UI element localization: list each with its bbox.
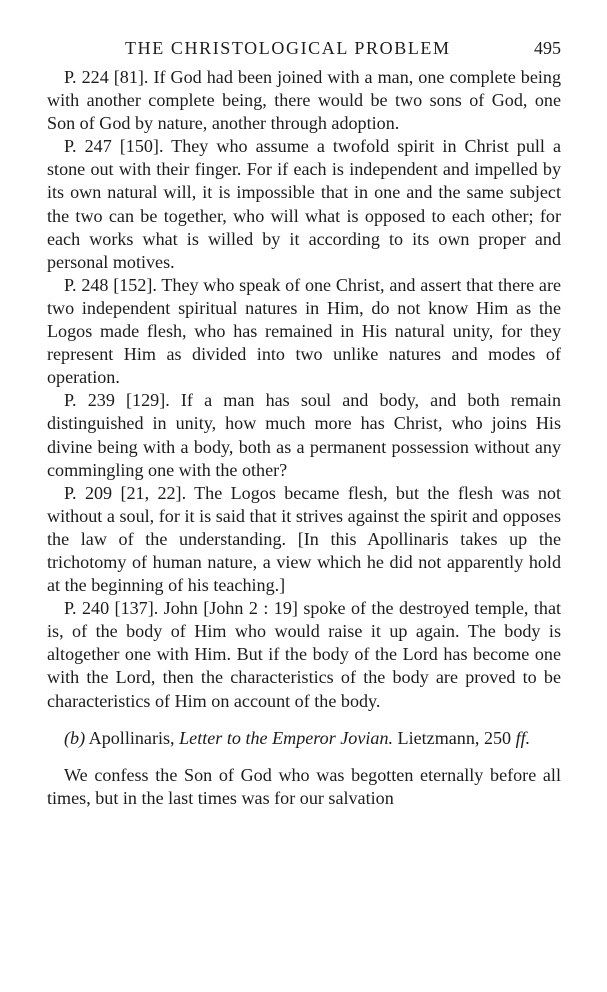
source-author: Apollinaris, [85,727,180,748]
fragment-reference: P. 239 [129]. [64,390,170,411]
source-ff: ff. [515,727,531,748]
source-citation [47,727,561,750]
fragment-paragraph [47,66,561,135]
page [47,36,561,810]
source-edition: Lietzmann, 250 [393,727,516,748]
fragment-paragraph [47,597,561,712]
running-title: THE CHRISTOLOGICAL PROBLEM [125,38,451,58]
fragment-reference: P. 248 [152]. [64,274,157,295]
fragment-reference: P. 240 [137]. [64,598,159,619]
fragment-text: They who assume a twofold spirit in Christ pull a stone out with their finger. For if each is independent and impelled by its own natural will, it is impossible that in one and the same subject the two can be together, who will what is opposed to each other; for each works what is willed by it according to its own proper and personal motives. [47,136,561,272]
source-work-title: Letter to the Emperor Jovian. [179,727,394,748]
fragment-text: If a man has soul and body, and both remain distinguished in unity, how much more has Christ, who joins His divine being with a body, both as a permanent possession without any commingling one with the other? [47,390,562,480]
fragment-reference: P. 209 [21, 22]. [64,482,187,503]
opening-paragraph: We confess the Son of God who was begotten eternally before all times, but in the last times was for our salvation [47,764,561,808]
fragment-paragraph [47,389,561,481]
source-label: (b) [64,727,86,748]
fragment-text: John [John 2 : 19] spoke of the destroyed temple, that is, of the body of Him who would raise it up again. The body is altogether one with Him. But if the body of the Lord has become one with the Lord, then the characteristics of the body are proved to be characteristics of Him on account of the body. [47,598,562,711]
page-number: 495 [534,38,561,58]
fragment-paragraph [47,135,561,274]
fragment-paragraph [47,482,561,597]
running-head [47,36,561,66]
body-text [47,66,561,810]
fragment-text: The Logos became flesh, but the flesh was not without a soul, for it is said that it strives against the spirit and opposes the law of the understanding. [In this Apollinaris takes up the trichotomy of human nature, a view which he did not apparently hold at the beginning of his teaching.] [47,482,561,596]
fragment-paragraph [47,274,561,389]
fragment-reference: P. 224 [81]. [64,67,149,87]
fragment-text: If God had been joined with a man, one complete being with another complete being, there would be two sons of God, one Son of God by nature, another through adoption. [47,67,561,134]
fragment-text: They who speak of one Christ, and assert that there are two independent spiritual natures in Him, do not know Him as the Logos made flesh, who has remained in His natural unity, for they represent Him as divided into two unlike natures and modes of operation. [47,274,562,388]
fragment-reference: P. 247 [150]. [64,136,164,157]
